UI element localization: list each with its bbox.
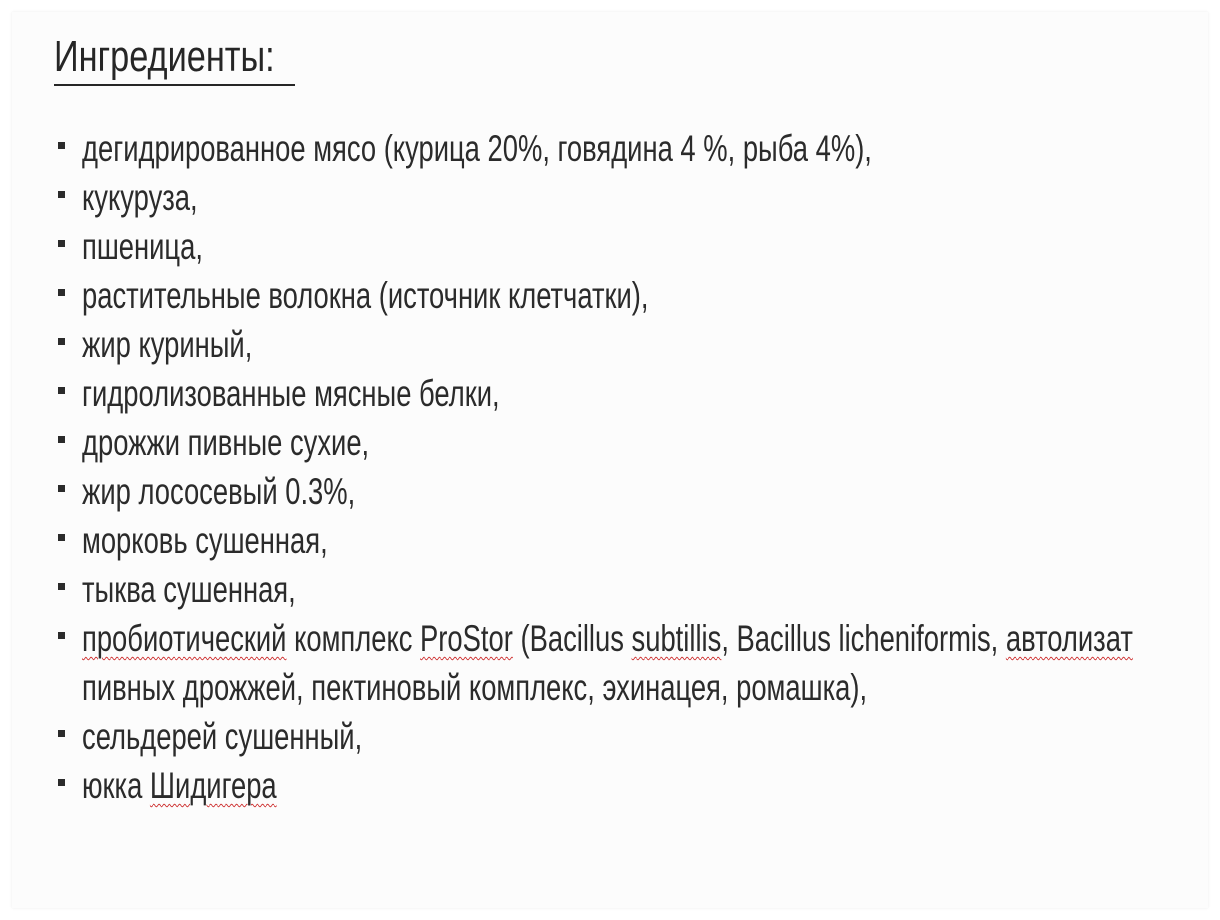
item-text: жир куриный, <box>82 324 253 365</box>
list-item <box>56 467 1220 516</box>
item-text: тыква сушенная, <box>82 569 296 610</box>
bullet-icon <box>58 485 65 492</box>
item-text <box>82 761 1133 810</box>
item-text: жир лососевый 0.3%, <box>82 471 356 512</box>
item-text-line-1 <box>82 614 1133 663</box>
bullet-icon <box>58 583 65 590</box>
bullet-icon <box>58 289 65 296</box>
item-text: дрожжи пивные сухие, <box>82 422 370 463</box>
list-item-probiotic <box>56 614 1220 712</box>
list-item <box>56 173 1220 222</box>
bullet-icon <box>58 730 65 737</box>
text-fragment: юкка <box>82 765 150 806</box>
list-item <box>56 369 1220 418</box>
text-fragment: (Bacillus <box>512 618 632 659</box>
list-item <box>56 565 1220 614</box>
item-text: пшеница, <box>82 226 203 267</box>
item-text: дегидрированное мясо (курица 20%, говядина 4 %, рыба 4%), <box>82 128 872 169</box>
text-fragment: комплекс <box>286 618 421 659</box>
list-item <box>56 761 1220 810</box>
text-fragment: , Bacillus licheniformis, <box>721 618 1006 659</box>
list-item <box>56 418 1220 467</box>
bullet-icon <box>58 436 65 443</box>
spellcheck-word: пробиотический <box>82 618 287 659</box>
bullet-icon <box>58 142 65 149</box>
list-item <box>56 124 1220 173</box>
list-item <box>56 222 1220 271</box>
item-text: сельдерей сушенный, <box>82 716 363 757</box>
item-text: растительные волокна (источник клетчатки), <box>82 275 649 316</box>
bullet-icon <box>58 779 65 786</box>
item-text-line-2: пивных дрожжей, пектиновый комплекс, эхинацея, ромашка), <box>82 667 868 708</box>
spellcheck-word: ProStor <box>420 618 513 659</box>
bullet-icon <box>58 191 65 198</box>
page-title: Ингредиенты: <box>54 32 275 81</box>
list-item <box>56 516 1220 565</box>
list-item <box>56 712 1220 761</box>
bullet-icon <box>58 387 65 394</box>
list-item <box>56 320 1220 369</box>
bullet-icon <box>58 240 65 247</box>
slide <box>12 12 1208 908</box>
spellcheck-word: subtillis <box>631 618 722 659</box>
item-text: гидролизованные мясные белки, <box>82 373 500 414</box>
bullet-icon <box>58 632 65 639</box>
bullet-icon <box>58 338 65 345</box>
list-item <box>56 271 1220 320</box>
item-text: кукуруза, <box>82 177 198 218</box>
title-underline <box>54 84 295 86</box>
spellcheck-word: Шидигера <box>149 765 277 806</box>
ingredients-list <box>56 124 1220 810</box>
item-text: морковь сушенная, <box>82 520 328 561</box>
bullet-icon <box>58 534 65 541</box>
spellcheck-word: автолизат <box>1005 618 1133 659</box>
